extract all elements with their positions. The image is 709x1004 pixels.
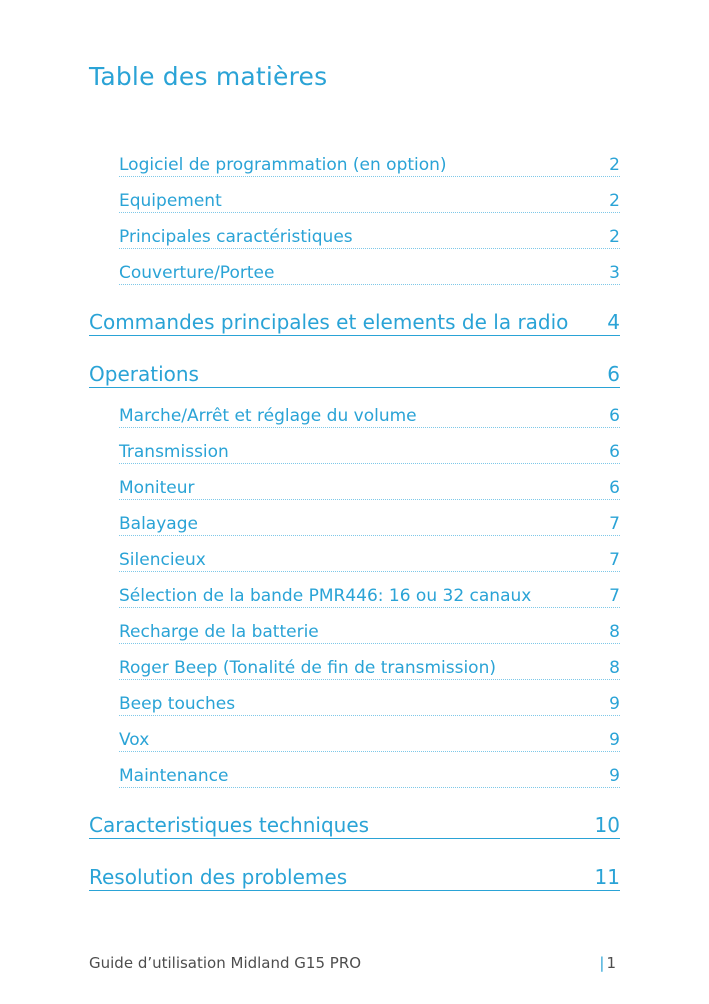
toc-section-commandes[interactable] [89, 306, 620, 336]
toc-entry-page: 7 [609, 514, 620, 534]
toc-entry-page: 2 [609, 155, 620, 175]
footer-page-value: 1 [606, 954, 616, 972]
toc-section-label: Resolution des problemes [89, 865, 348, 889]
toc-entry-page: 7 [609, 550, 620, 570]
toc-entry-label: Silencieux [119, 550, 206, 570]
toc-section-operations[interactable] [89, 358, 620, 388]
toc-entry-principales-caracteristiques[interactable] [119, 225, 620, 249]
toc-entry-page: 9 [609, 730, 620, 750]
toc-entry-page: 2 [609, 227, 620, 247]
toc-entry-equipement[interactable] [119, 189, 620, 213]
toc-entry-label: Marche/Arrêt et réglage du volume [119, 406, 417, 426]
toc-section-label: Caracteristiques techniques [89, 813, 370, 837]
toc-entry-page: 9 [609, 694, 620, 714]
toc-entry-label: Transmission [119, 442, 229, 462]
toc-entry-page: 7 [609, 586, 620, 606]
toc-entry-page: 2 [609, 191, 620, 211]
footer-page-number [599, 954, 616, 972]
toc-entry-label: Beep touches [119, 694, 236, 714]
footer-separator: | [599, 954, 605, 972]
toc-entry-page: 6 [609, 406, 620, 426]
toc-section-page: 4 [607, 310, 620, 334]
toc-entry-roger-beep[interactable] [119, 656, 620, 680]
toc-entry-selection-bande[interactable] [119, 584, 620, 608]
toc-section-page: 11 [594, 865, 620, 889]
toc-entry-recharge-batterie[interactable] [119, 620, 620, 644]
page-title: Table des matières [89, 62, 328, 91]
toc-entry-label: Sélection de la bande PMR446: 16 ou 32 canaux [119, 586, 532, 606]
toc-entry-page: 8 [609, 658, 620, 678]
toc-entry-page: 6 [609, 442, 620, 462]
toc-entry-page: 3 [609, 263, 620, 283]
toc-entry-label: Maintenance [119, 766, 229, 786]
toc-entry-label: Recharge de la batterie [119, 622, 319, 642]
toc-entry-page: 9 [609, 766, 620, 786]
toc-section-caracteristiques[interactable] [89, 809, 620, 839]
toc-entry-couverture[interactable] [119, 261, 620, 285]
toc-entry-transmission[interactable] [119, 440, 620, 464]
toc-entry-beep-touches[interactable] [119, 692, 620, 716]
toc-entry-moniteur[interactable] [119, 476, 620, 500]
toc-entry-label: Couverture/Portee [119, 263, 275, 283]
toc-entry-silencieux[interactable] [119, 548, 620, 572]
toc-entry-balayage[interactable] [119, 512, 620, 536]
toc-entry-label: Logiciel de programmation (en option) [119, 155, 447, 175]
toc-entry-label: Balayage [119, 514, 198, 534]
toc-section-page: 6 [607, 362, 620, 386]
toc-entry-vox[interactable] [119, 728, 620, 752]
toc-entry-page: 8 [609, 622, 620, 642]
toc-section-resolution[interactable] [89, 861, 620, 891]
toc-entry-label: Roger Beep (Tonalité de fin de transmission) [119, 658, 496, 678]
toc-entry-page: 6 [609, 478, 620, 498]
toc-entry-marche-arret[interactable] [119, 404, 620, 428]
toc-section-page: 10 [594, 813, 620, 837]
toc-section-label: Commandes principales et elements de la radio [89, 310, 569, 334]
toc-section-label: Operations [89, 362, 199, 386]
toc-entry-label: Equipement [119, 191, 222, 211]
footer-guide-title: Guide d’utilisation Midland G15 PRO [89, 954, 362, 972]
toc-entry-logiciel[interactable] [119, 153, 620, 177]
toc-entry-label: Moniteur [119, 478, 195, 498]
toc-entry-label: Vox [119, 730, 150, 750]
toc-entry-label: Principales caractéristiques [119, 227, 353, 247]
toc-entry-maintenance[interactable] [119, 764, 620, 788]
